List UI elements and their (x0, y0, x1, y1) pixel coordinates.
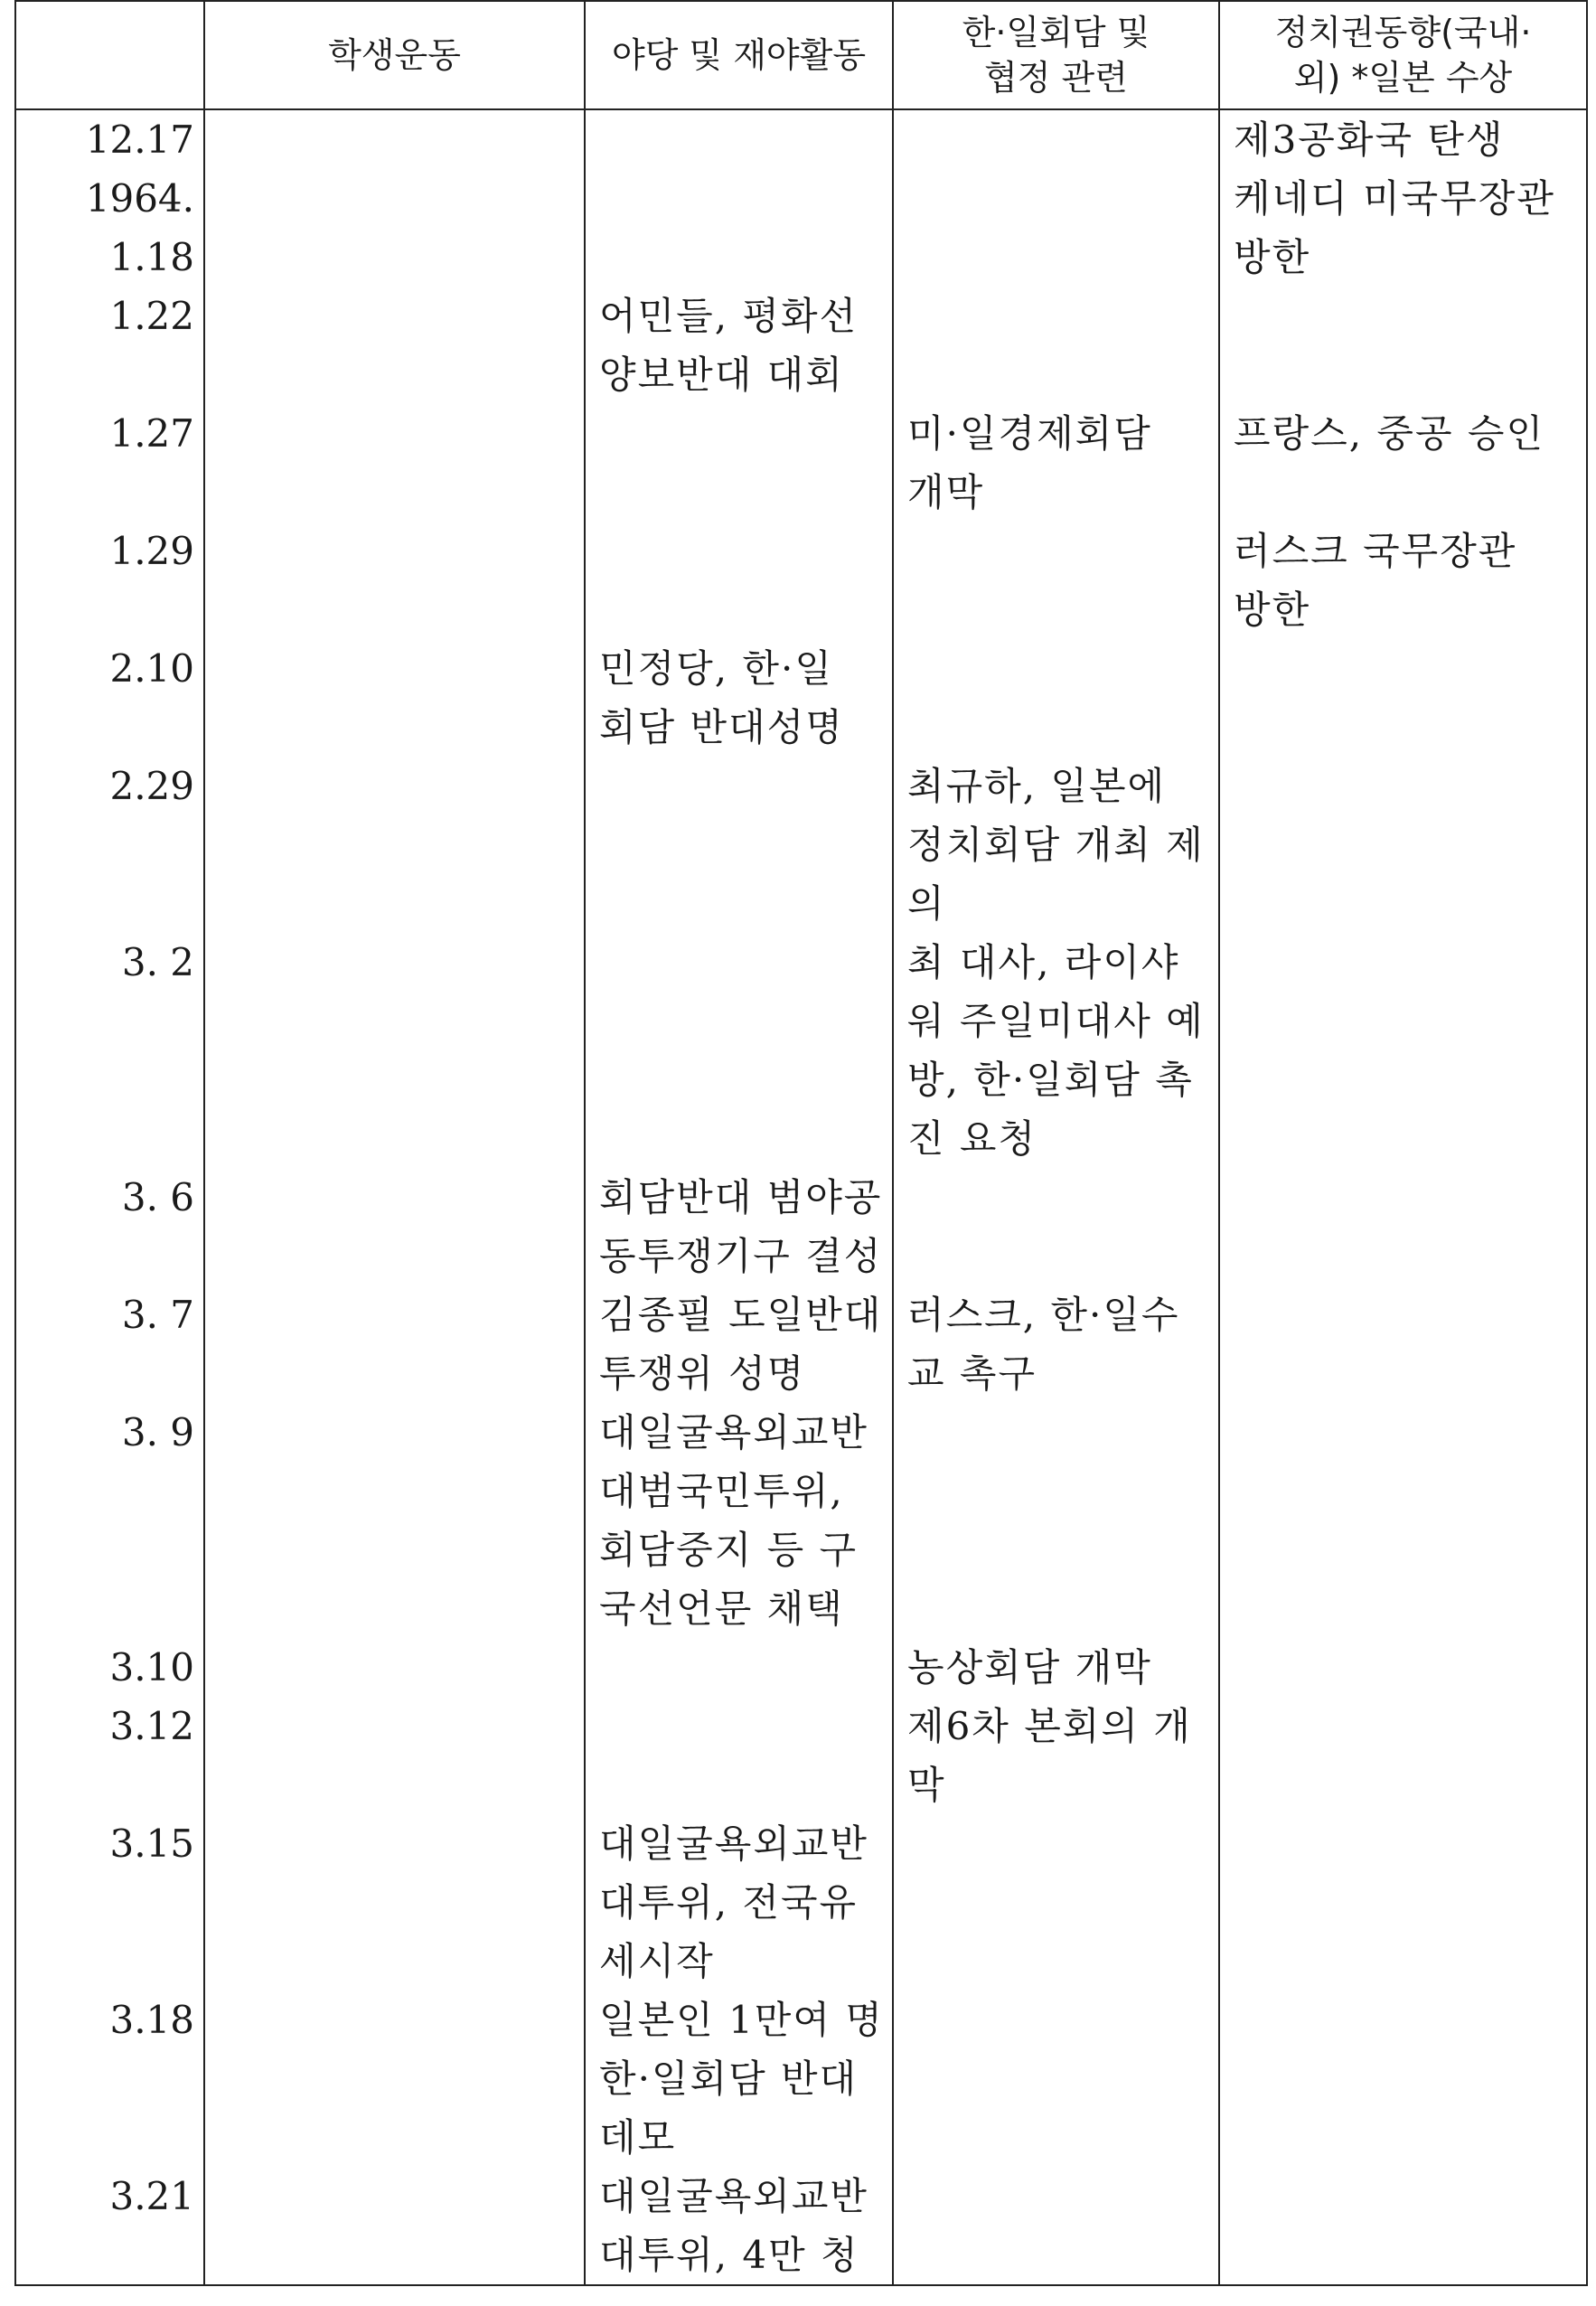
student-movement-cell (204, 757, 585, 933)
student-movement-cell (204, 639, 585, 757)
header-korea-japan-talks: 한·일회담 및 협정 관련 (893, 1, 1219, 109)
table-row (15, 1168, 1587, 1285)
opposition-activity-cell (585, 933, 893, 1168)
korea-japan-talks-cell: 최 대사, 라이샤 워 주일미대사 예 방, 한·일회담 촉 진 요청 (893, 933, 1219, 1168)
timeline-table-page (14, 0, 1586, 2301)
opposition-activity-cell (585, 757, 893, 933)
date-cell: 3. 7 (15, 1285, 204, 1403)
political-trends-cell (1219, 757, 1587, 933)
political-trends-cell: 프랑스, 중공 승인 (1219, 404, 1587, 522)
student-movement-cell (204, 1285, 585, 1403)
table-row (15, 404, 1587, 522)
date-cell: 3.10 (15, 1638, 204, 1697)
date-cell: 3.12 (15, 1697, 204, 1814)
opposition-activity-cell (585, 404, 893, 522)
date-cell: 2.29 (15, 757, 204, 933)
political-trends-cell (1219, 1991, 1587, 2167)
date-cell: 2.10 (15, 639, 204, 757)
student-movement-cell (204, 1814, 585, 1991)
opposition-activity-cell: 일본인 1만여 명 한·일회담 반대 데모 (585, 1991, 893, 2167)
opposition-activity-cell: 대일굴욕외교반 대범국민투위, 회담중지 등 구 국선언문 채택 (585, 1403, 893, 1638)
date-cell: 3.21 (15, 2167, 204, 2285)
political-trends-cell (1219, 2167, 1587, 2285)
date-cell: 1.27 (15, 404, 204, 522)
student-movement-cell (204, 287, 585, 404)
korea-japan-talks-cell: 미·일경제회담 개막 (893, 404, 1219, 522)
date-cell: 3. 2 (15, 933, 204, 1168)
table-row (15, 1697, 1587, 1814)
table-row (15, 287, 1587, 404)
political-trends-cell: 케네디 미국무장관 방한 (1219, 169, 1587, 287)
header-row (15, 1, 1587, 109)
korea-japan-talks-cell (893, 169, 1219, 287)
korea-japan-talks-cell (893, 109, 1219, 169)
political-trends-cell (1219, 1285, 1587, 1403)
korea-japan-talks-cell (893, 2167, 1219, 2285)
date-cell: 3.15 (15, 1814, 204, 1991)
date-cell: 1.29 (15, 522, 204, 639)
table-row (15, 1285, 1587, 1403)
political-trends-cell (1219, 1638, 1587, 1697)
table-row (15, 1403, 1587, 1638)
student-movement-cell (204, 109, 585, 169)
date-cell: 12.17 (15, 109, 204, 169)
student-movement-cell (204, 404, 585, 522)
opposition-activity-cell: 대일굴욕외교반 대투위, 전국유 세시작 (585, 1814, 893, 1991)
political-trends-cell (1219, 1403, 1587, 1638)
opposition-activity-cell (585, 1697, 893, 1814)
korea-japan-talks-cell (893, 1168, 1219, 1285)
opposition-activity-cell: 김종필 도일반대 투쟁위 성명 (585, 1285, 893, 1403)
table-row (15, 2167, 1587, 2285)
header-date (15, 1, 204, 109)
korea-japan-talks-cell: 제6차 본회의 개 막 (893, 1697, 1219, 1814)
political-trends-cell (1219, 287, 1587, 404)
header-opposition-activity: 야당 및 재야활동 (585, 1, 893, 109)
korea-japan-talks-cell: 최규하, 일본에 정치회담 개최 제 의 (893, 757, 1219, 933)
korea-japan-talks-cell (893, 1991, 1219, 2167)
political-trends-cell (1219, 1168, 1587, 1285)
political-trends-cell (1219, 933, 1587, 1168)
table-row (15, 1638, 1587, 1697)
korea-japan-talks-cell (893, 522, 1219, 639)
opposition-activity-cell (585, 109, 893, 169)
table-row (15, 933, 1587, 1168)
opposition-activity-cell (585, 522, 893, 639)
table-row (15, 1814, 1587, 1991)
korea-japan-talks-cell: 농상회담 개막 (893, 1638, 1219, 1697)
opposition-activity-cell: 대일굴욕외교반 대투위, 4만 청 (585, 2167, 893, 2285)
student-movement-cell (204, 522, 585, 639)
political-trends-cell (1219, 1697, 1587, 1814)
timeline-table (14, 0, 1588, 2286)
student-movement-cell (204, 1403, 585, 1638)
political-trends-cell: 러스크 국무장관 방한 (1219, 522, 1587, 639)
header-student-movement: 학생운동 (204, 1, 585, 109)
opposition-activity-cell: 회담반대 범야공 동투쟁기구 결성 (585, 1168, 893, 1285)
student-movement-cell (204, 1991, 585, 2167)
student-movement-cell (204, 933, 585, 1168)
date-cell: 3.18 (15, 1991, 204, 2167)
table-row (15, 757, 1587, 933)
student-movement-cell (204, 1697, 585, 1814)
korea-japan-talks-cell: 러스크, 한·일수 교 촉구 (893, 1285, 1219, 1403)
opposition-activity-cell: 민정당, 한·일 회담 반대성명 (585, 639, 893, 757)
student-movement-cell (204, 1168, 585, 1285)
korea-japan-talks-cell (893, 287, 1219, 404)
date-cell: 1964. 1.18 (15, 169, 204, 287)
table-row (15, 639, 1587, 757)
korea-japan-talks-cell (893, 639, 1219, 757)
date-cell: 1.22 (15, 287, 204, 404)
header-political-trends: 정치권동향(국내· 외) *일본 수상 (1219, 1, 1587, 109)
opposition-activity-cell: 어민들, 평화선 양보반대 대회 (585, 287, 893, 404)
table-row (15, 109, 1587, 169)
political-trends-cell: 제3공화국 탄생 (1219, 109, 1587, 169)
political-trends-cell (1219, 639, 1587, 757)
opposition-activity-cell (585, 169, 893, 287)
table-row (15, 169, 1587, 287)
date-cell: 3. 6 (15, 1168, 204, 1285)
political-trends-cell (1219, 1814, 1587, 1991)
table-row (15, 1991, 1587, 2167)
date-cell: 3. 9 (15, 1403, 204, 1638)
opposition-activity-cell (585, 1638, 893, 1697)
student-movement-cell (204, 1638, 585, 1697)
student-movement-cell (204, 2167, 585, 2285)
student-movement-cell (204, 169, 585, 287)
table-row (15, 522, 1587, 639)
korea-japan-talks-cell (893, 1403, 1219, 1638)
korea-japan-talks-cell (893, 1814, 1219, 1991)
